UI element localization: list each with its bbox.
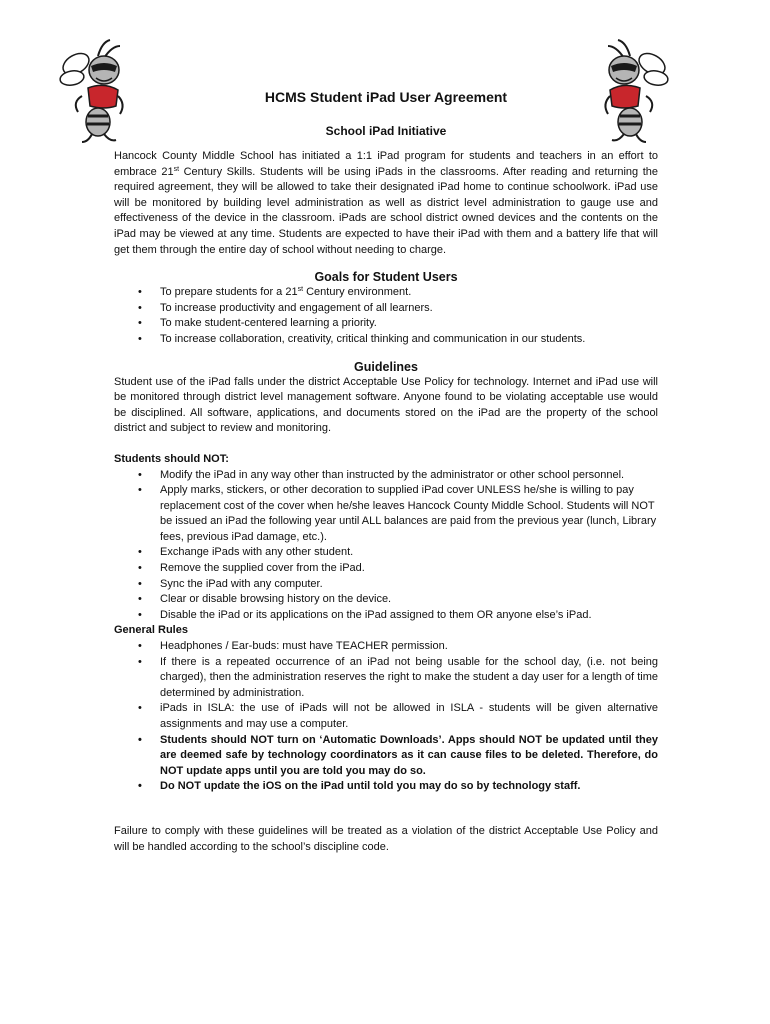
list-item: • Remove the supplied cover from the iPad. <box>160 561 658 577</box>
list-item: • iPads in ISLA: the use of iPads will not be allowed in ISLA - students will be given alternative assignments and may use a computer. <box>160 701 658 732</box>
intro-text-1: Hancock County Middle School has initiated a 1:1 iPad program for students and teachers in an effort to embrace 21 <box>114 150 658 178</box>
list-item: • To make student-centered learning a priority. <box>160 316 658 332</box>
list-item: • Sync the iPad with any computer. <box>160 577 658 593</box>
list-item <box>160 285 658 301</box>
guidelines-heading: Guidelines <box>354 359 418 374</box>
general-rules-label: General Rules <box>114 624 188 637</box>
page-title: HCMS Student iPad User Agreement <box>264 89 508 105</box>
list-item: • Disable the iPad or its applications on the iPad assigned to them OR anyone else’s iPad. <box>160 608 658 624</box>
intro-text-2: Century Skills. Students will be using iPads in the classrooms. After reading and returning the required agreement, they will be allowed to take their designated iPad home to continue schoolwork. iPad use will be monitored by building level administration as well as district level administration to gauge use and effectiveness of the device in the classroom. iPads are school district owned devices and the contents on the iPad may be viewed at any time. Students are expected to have their iPad with them and a battery life that will get them through the entire day of school without needing to charge. <box>114 165 658 256</box>
goals-heading: Goals for Student Users <box>314 270 458 285</box>
general-rules-list <box>114 639 658 795</box>
should-not-label: Students should NOT: <box>114 452 229 465</box>
page-subtitle: School iPad Initiative <box>325 124 447 138</box>
list-item: • If there is a repeated occurrence of an iPad not being usable for the school day, (i.e. not being charged), then the administration reserves the right to make the student a day user for a length of time determined by administration. <box>160 655 658 702</box>
intro-paragraph <box>114 149 658 258</box>
goal-1-text-end: Century environment. <box>303 286 412 299</box>
list-item: • Exchange iPads with any other student. <box>160 545 658 561</box>
footer-paragraph: Failure to comply with these guidelines will be treated as a violation of the district Acceptable Use Policy and will be handled according to the school’s discipline code. <box>114 824 658 853</box>
document-body <box>114 88 658 855</box>
list-item: • Modify the iPad in any way other than instructed by the administrator or other school personnel. <box>160 468 658 484</box>
goal-1-sup: st <box>297 286 304 294</box>
list-item: • To increase collaboration, creativity, critical thinking and communication in our students. <box>160 332 658 348</box>
list-item: • Students should NOT turn on ‘Automatic Downloads’. Apps should NOT be updated until they are deemed safe by technology coordinators as it can cause files to be deleted. Therefore, do NOT update apps until you are told you may do so. <box>160 733 658 780</box>
list-item: • To increase productivity and engagement of all learners. <box>160 301 658 317</box>
list-item: • Apply marks, stickers, or other decoration to supplied iPad cover UNLESS he/she is willing to pay replacement cost of the cover when he/she leaves Hancock County Middle School. Students will NOT be issued an iPad the following year until ALL balances are paid from the previous year (lunch, Library fees, previous iPad damage, etc.). <box>160 483 658 545</box>
goal-1-text: To prepare students for a 21 <box>160 286 298 299</box>
list-item: • Headphones / Ear-buds: must have TEACHER permission. <box>160 639 658 655</box>
list-item: • Do NOT update the iOS on the iPad until told you may do so by technology staff. <box>160 779 658 795</box>
intro-sup: st <box>173 165 180 173</box>
list-item: • Clear or disable browsing history on the device. <box>160 592 658 608</box>
should-not-list <box>114 468 658 624</box>
guidelines-paragraph: Student use of the iPad falls under the district Acceptable Use Policy for technology. Internet and iPad use will be monitored through district level management software. Anyone found to be violating acceptable use would be disciplined. All software, applications, and documents stored on the iPad are the property of the school district and subject to review and monitoring. <box>114 375 658 435</box>
goals-list <box>114 285 658 347</box>
